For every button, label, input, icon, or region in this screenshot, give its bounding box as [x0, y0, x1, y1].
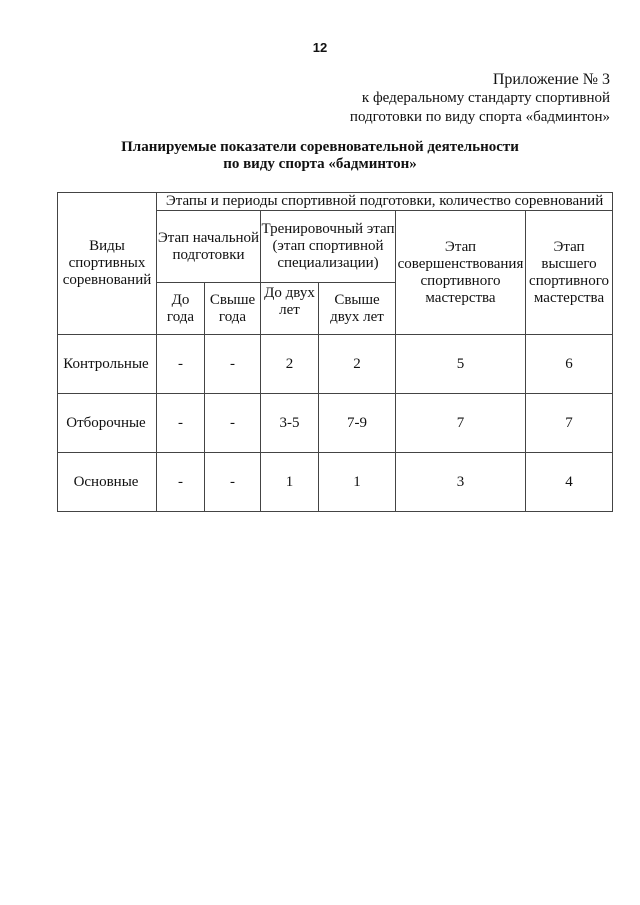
- page-number: 12: [312, 40, 328, 55]
- appendix-line-2: к федеральному стандарту спортивной: [361, 90, 610, 106]
- document-title: [0, 139, 640, 173]
- table-cell: -: [157, 453, 205, 512]
- table-cell: 2: [261, 335, 319, 394]
- header-over-two-years: Свыше двух лет: [319, 283, 396, 335]
- table-cell: 3-5: [261, 394, 319, 453]
- table-cell: 7: [526, 394, 613, 453]
- table-cell: 1: [319, 453, 396, 512]
- table-cell: 1: [261, 453, 319, 512]
- table-row: [58, 394, 613, 453]
- table-cell: -: [205, 453, 261, 512]
- table-cell: 3: [396, 453, 526, 512]
- header-span: Этапы и периоды спортивной подготовки, количество соревнований: [157, 193, 613, 211]
- table-cell: -: [205, 394, 261, 453]
- header-up-to-year: До года: [157, 283, 205, 335]
- row-kind: Контрольные: [58, 335, 157, 394]
- header-up-to-two-years: До двух лет: [261, 283, 319, 335]
- header-stage-training: Тренировочный этап (этап спортивной специализации): [261, 211, 396, 283]
- title-line-2: по виду спорта «бадминтон»: [223, 156, 417, 172]
- appendix-line-3: подготовки по виду спорта «бадминтон»: [349, 109, 610, 125]
- table-cell: 7-9: [319, 394, 396, 453]
- row-kind: Отборочные: [58, 394, 157, 453]
- table-cell: 6: [526, 335, 613, 394]
- header-over-year: Свыше года: [205, 283, 261, 335]
- appendix-header: [350, 70, 610, 127]
- table-cell: 7: [396, 394, 526, 453]
- table-row: [58, 453, 613, 512]
- header-kinds: Виды спортивных соревнований: [58, 193, 157, 335]
- table-cell: -: [157, 335, 205, 394]
- header-stage-initial: Этап начальной подготовки: [157, 211, 261, 283]
- table-cell: -: [205, 335, 261, 394]
- row-kind: Основные: [58, 453, 157, 512]
- competition-table: [57, 192, 613, 512]
- table-cell: 4: [526, 453, 613, 512]
- table-row: [58, 335, 613, 394]
- table-cell: 2: [319, 335, 396, 394]
- title-line-1: Планируемые показатели соревновательной деятельности: [121, 139, 519, 155]
- header-row-1: [58, 193, 613, 211]
- header-stage-highest: Этап высшего спортивного мастерства: [526, 211, 613, 335]
- header-stage-improvement: Этап совершенствования спортивного мастерства: [396, 211, 526, 335]
- table-cell: -: [157, 394, 205, 453]
- table-cell: 5: [396, 335, 526, 394]
- appendix-line-1: Приложение № 3: [492, 71, 610, 88]
